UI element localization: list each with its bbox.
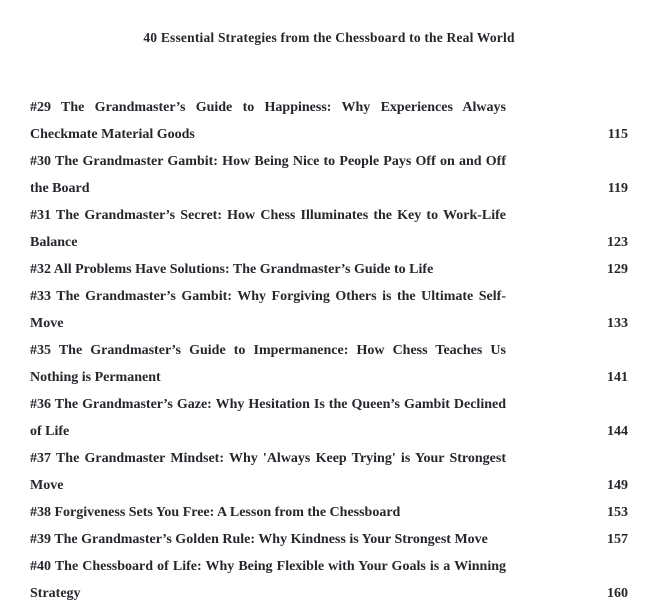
- toc-entry-page: 141: [607, 370, 628, 385]
- toc-entry-page: 133: [607, 316, 628, 331]
- table-of-contents: [30, 94, 628, 607]
- toc-entry-title: #30 The Grandmaster Gambit: How Being Nice to People Pays Off on and Off the Board: [30, 154, 506, 196]
- toc-entry: [30, 202, 628, 256]
- toc-entry: [30, 283, 628, 337]
- toc-entry-page: 160: [607, 586, 628, 601]
- toc-entry-title: #37 The Grandmaster Mindset: Why 'Always Keep Trying' is Your Strongest Move: [30, 451, 506, 493]
- page-header-title: 40 Essential Strategies from the Chessboard to the Real World: [143, 30, 515, 45]
- toc-entry-page: 149: [607, 478, 628, 493]
- toc-entry: [30, 526, 628, 553]
- toc-entry: [30, 148, 628, 202]
- toc-entry-page: 129: [607, 262, 628, 277]
- toc-entry-page: 119: [607, 181, 628, 196]
- toc-entry-title: #35 The Grandmaster’s Guide to Impermanence: How Chess Teaches Us Nothing is Permanent: [30, 343, 506, 385]
- toc-entry: [30, 445, 628, 499]
- toc-entry-title: #33 The Grandmaster’s Gambit: Why Forgiving Others is the Ultimate Self-Move: [30, 289, 506, 331]
- toc-entry-page: 157: [607, 532, 628, 547]
- toc-entry-page: 153: [607, 505, 628, 520]
- toc-entry: [30, 553, 628, 607]
- toc-entry: [30, 391, 628, 445]
- toc-entry-page: 123: [607, 235, 628, 250]
- toc-entry-title: #31 The Grandmaster’s Secret: How Chess Illuminates the Key to Work-Life Balance: [30, 208, 506, 250]
- toc-entry-title: #29 The Grandmaster’s Guide to Happiness: Why Experiences Always Checkmate Material Goods: [30, 100, 506, 142]
- toc-entry-title: #40 The Chessboard of Life: Why Being Flexible with Your Goals is a Winning Strategy: [30, 559, 506, 601]
- toc-entry-title: #36 The Grandmaster’s Gaze: Why Hesitation Is the Queen’s Gambit Declined of Life: [30, 397, 506, 439]
- toc-entry-title: #38 Forgiveness Sets You Free: A Lesson from the Chessboard: [30, 505, 401, 520]
- toc-entry-page: 144: [607, 424, 628, 439]
- toc-entry: [30, 499, 628, 526]
- toc-entry: [30, 256, 628, 283]
- toc-entry-title: #39 The Grandmaster’s Golden Rule: Why Kindness is Your Strongest Move: [30, 532, 488, 547]
- toc-entry: [30, 337, 628, 391]
- toc-entry: [30, 94, 628, 148]
- toc-entry-title: #32 All Problems Have Solutions: The Grandmaster’s Guide to Life: [30, 262, 434, 277]
- toc-entry-page: 115: [607, 127, 628, 142]
